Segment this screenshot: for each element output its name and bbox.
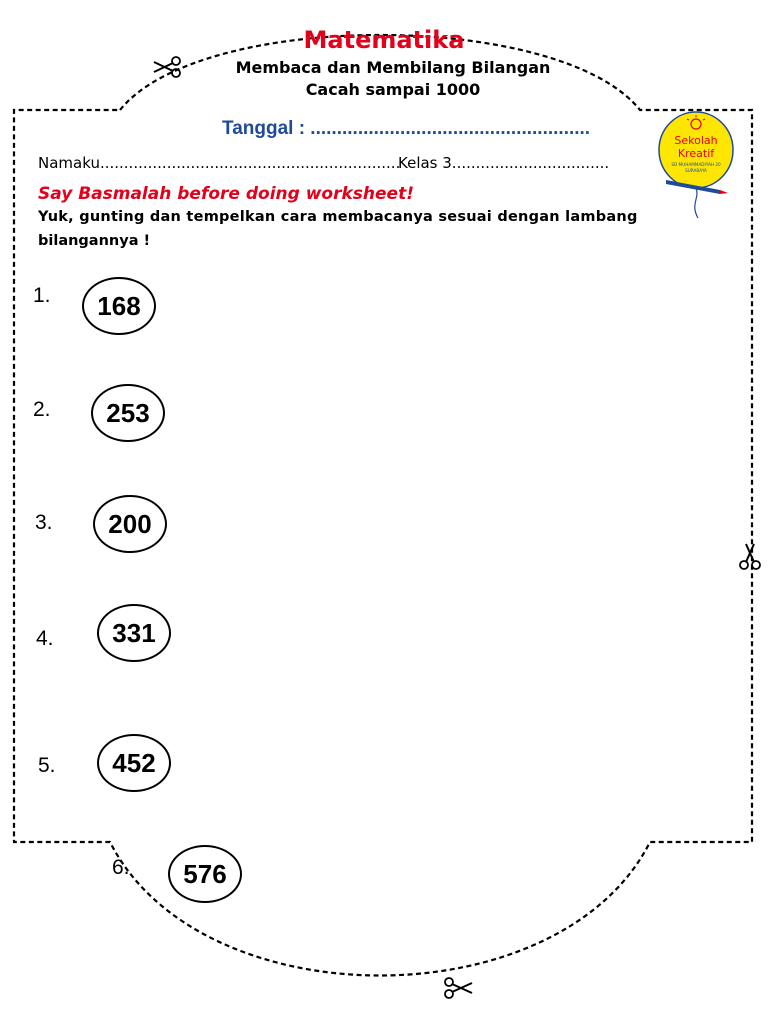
item-number-label: 4. [36,627,54,650]
scissors-icon [442,976,474,1000]
student-name-field: Namaku............................................................... [38,154,401,172]
number-circle [97,734,171,792]
item-number-label: 5. [38,754,56,777]
date-field: Tanggal : ..................................................... [222,118,591,139]
number-circle [91,384,165,442]
number-circle [97,604,171,662]
item-number-label: 1. [33,284,51,307]
logo-text: Sekolah [674,134,718,147]
item-number-label: 3. [35,511,53,534]
instruction-text: bilangannya ! [38,233,151,249]
instruction-text: Yuk, gunting dan tempelkan cara membacanya sesuai dengan lambang [38,209,638,225]
number-value: 253 [106,397,150,428]
number-value: 576 [183,858,227,889]
number-value: 331 [112,617,156,648]
worksheet-subtitle: Cacah sampai 1000 [305,80,481,99]
logo-text: SD MUHAMMADIYAH 20 [671,162,721,167]
school-logo-balloon [654,110,744,222]
number-circle [82,277,156,335]
logo-text: SURABAYA [685,168,707,173]
number-circle [168,845,242,903]
number-circle [93,495,167,553]
worksheet-title: Matematika [303,26,465,54]
item-number-label: 6. [112,856,130,879]
number-value: 168 [97,290,141,321]
student-class-field: Kelas 3................................. [398,154,610,172]
logo-text: Kreatif [677,147,715,160]
number-value: 200 [108,508,152,539]
basmalah-reminder: Say Basmalah before doing worksheet! [38,184,414,204]
worksheet-subtitle: Membaca dan Membilang Bilangan [235,58,551,77]
scissors-icon [736,542,764,572]
item-number-label: 2. [33,398,51,421]
number-value: 452 [112,747,156,778]
